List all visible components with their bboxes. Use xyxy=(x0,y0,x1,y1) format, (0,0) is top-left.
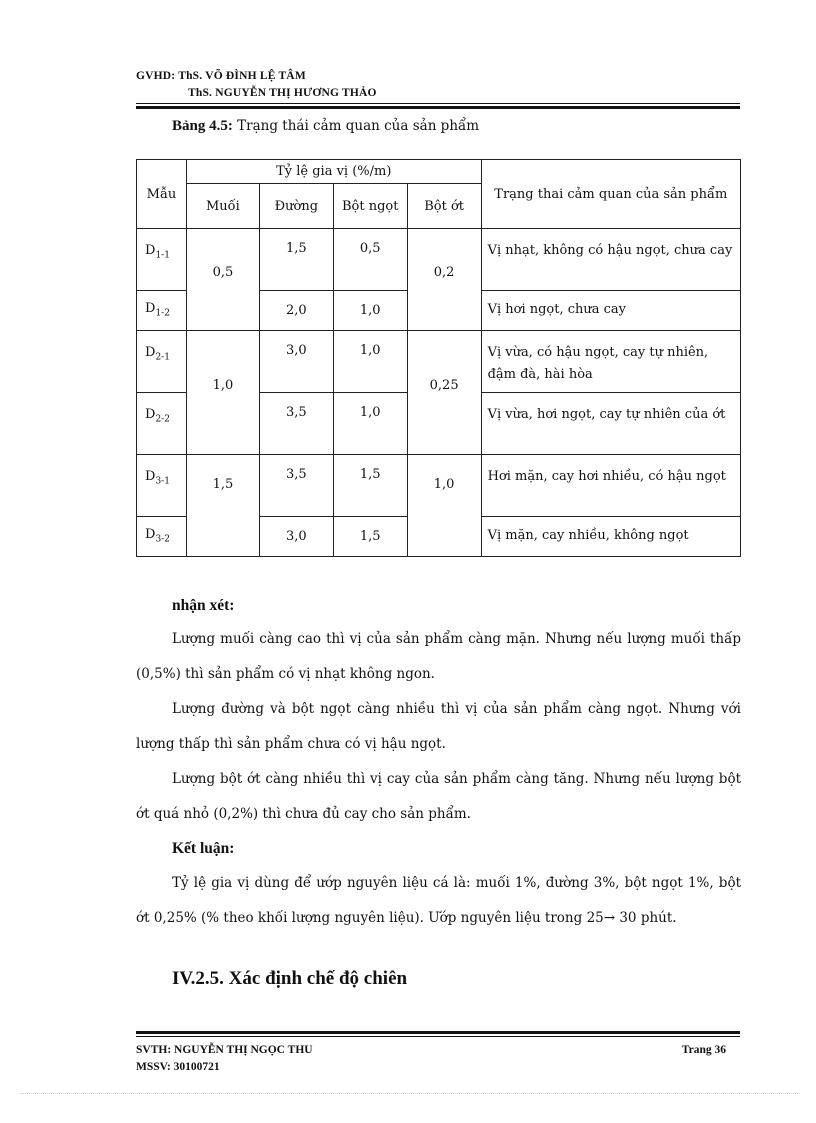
sensory-desc: Hơi mặn, cay hơi nhiều, có hậu ngọt xyxy=(481,455,740,517)
botngot-cell: 1,5 xyxy=(333,455,407,517)
muoi-cell: 1,0 xyxy=(186,331,259,455)
paragraph-2: Lượng đường và bột ngọt càng nhiều thì vị của sản phẩm càng ngọt. Nhưng với lượng thấp thì sản phẩm chưa có vị hậu ngọt. xyxy=(136,701,741,752)
botngot-cell: 1,0 xyxy=(333,331,407,393)
table-caption xyxy=(172,118,479,135)
sample-code: $D_{1-1}$ xyxy=(137,229,187,291)
sample-code: $D_{1-2}$ xyxy=(137,291,187,331)
sample-code: $D_{2-1}$ xyxy=(137,331,187,393)
caption-label: Bảng 4.5: xyxy=(172,118,233,134)
duong-cell: 1,5 xyxy=(259,229,333,291)
header-duong: Đường xyxy=(259,184,333,229)
body-text xyxy=(136,590,741,936)
duong-cell: 3,5 xyxy=(259,455,333,517)
botot-cell: 1,0 xyxy=(407,455,481,557)
page-edge-divider xyxy=(20,1093,800,1094)
footer-rule-thin xyxy=(136,1036,740,1037)
nhanxet-heading: nhận xét: xyxy=(172,597,235,614)
footer-rule-thick xyxy=(136,1031,740,1034)
page-footer xyxy=(136,1042,726,1076)
header-botot: Bột ớt xyxy=(407,184,481,229)
duong-cell: 3,5 xyxy=(259,393,333,455)
botngot-cell: 0,5 xyxy=(333,229,407,291)
table-row xyxy=(137,455,741,517)
sample-code: $D_{2-2}$ xyxy=(137,393,187,455)
sensory-desc: Vị hơi ngọt, chưa cay xyxy=(481,291,740,331)
header-supervisor-2: ThS. NGUYỄN THỊ HƯƠNG THẢO xyxy=(188,87,377,99)
sensory-desc: Vị vừa, hơi ngọt, cay tự nhiên của ớt xyxy=(481,393,740,455)
paragraph-1: Lượng muối càng cao thì vị của sản phẩm càng mặn. Nhưng nếu lượng muối thấp (0,5%) thì sản phẩm có vị nhạt không ngon. xyxy=(136,631,741,682)
header-spice-ratio: Tỷ lệ gia vị (%/m) xyxy=(186,160,481,184)
botngot-cell: 1,0 xyxy=(333,291,407,331)
header-rule-thick xyxy=(136,106,740,109)
muoi-cell: 1,5 xyxy=(186,455,259,557)
duong-cell: 3,0 xyxy=(259,517,333,557)
footer-student: SVTH: NGUYỄN THỊ NGỌC THU xyxy=(136,1044,313,1056)
muoi-cell: 0,5 xyxy=(186,229,259,331)
page-header xyxy=(136,68,377,102)
footer-mssv: MSSV: 30100721 xyxy=(136,1061,220,1073)
botngot-cell: 1,5 xyxy=(333,517,407,557)
header-supervisor-1: GVHD: ThS. VÕ ĐÌNH LỆ TÂM xyxy=(136,70,306,82)
paragraph-3: Lượng bột ớt càng nhiều thì vị cay của sản phẩm càng tăng. Nhưng nếu lượng bột ớt quá nhỏ (0,2%) thì chưa đủ cay cho sản phẩm. xyxy=(136,771,741,822)
sensory-desc: Vị vừa, có hậu ngọt, cay tự nhiên, đậm đà, hài hòa xyxy=(481,331,740,393)
duong-cell: 3,0 xyxy=(259,331,333,393)
botot-cell: 0,2 xyxy=(407,229,481,331)
sample-code: $D_{3-1}$ xyxy=(137,455,187,517)
header-muoi: Muối xyxy=(186,184,259,229)
table-row xyxy=(137,331,741,393)
header-sensory-state: Trạng thai cảm quan của sản phẩm xyxy=(481,160,740,229)
header-mau: Mẫu xyxy=(137,160,187,229)
paragraph-4: Tỷ lệ gia vị dùng để ướp nguyên liệu cá là: muối 1%, đường 3%, bột ngọt 1%, bột ớt 0,25% (% theo khối lượng nguyên liệu). Ướp nguyên liệu trong 25→ 30 phút. xyxy=(136,875,741,926)
page-number: Trang 36 xyxy=(681,1044,726,1056)
sensory-desc: Vị nhạt, không có hậu ngọt, chưa cay xyxy=(481,229,740,291)
botot-cell: 0,25 xyxy=(407,331,481,455)
table-row xyxy=(137,229,741,291)
botngot-cell: 1,0 xyxy=(333,393,407,455)
sensory-desc: Vị mặn, cay nhiều, không ngọt xyxy=(481,517,740,557)
duong-cell: 2,0 xyxy=(259,291,333,331)
sensory-table xyxy=(136,159,741,557)
caption-text: Trạng thái cảm quan của sản phẩm xyxy=(237,118,480,134)
sample-code: $D_{3-2}$ xyxy=(137,517,187,557)
header-rule-thin xyxy=(136,103,740,104)
ketluan-heading: Kết luận: xyxy=(172,840,235,857)
header-botngot: Bột ngọt xyxy=(333,184,407,229)
section-title: IV.2.5. Xác định chế độ chiên xyxy=(172,968,408,989)
